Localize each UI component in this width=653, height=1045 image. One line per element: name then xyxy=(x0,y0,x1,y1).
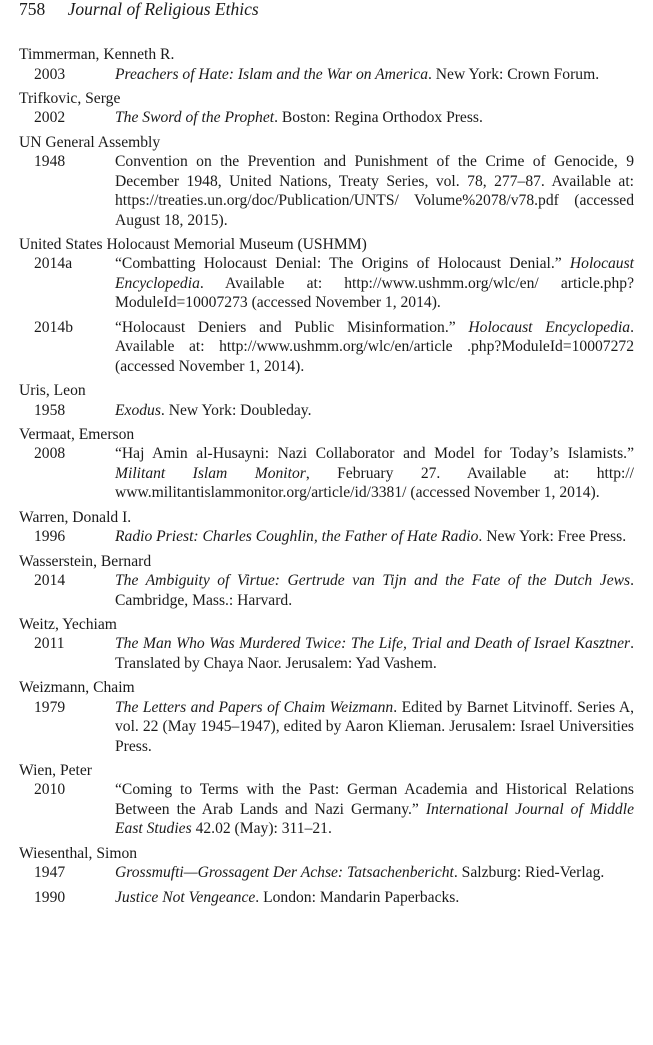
reference-text-segment: . Translated by Chaya Naor. Jerusalem: Yad Vashem. xyxy=(115,635,634,672)
reference-title-italic: Grossmufti—Grossagent Der Achse: Tatsachenbericht xyxy=(115,864,454,882)
reference-text-segment: . New York: Crown Forum. xyxy=(428,65,600,83)
reference-entry xyxy=(19,888,634,908)
reference-entry xyxy=(19,527,634,547)
reference-year: 2010 xyxy=(34,781,66,799)
reference-year: 1990 xyxy=(34,888,66,906)
reference-list xyxy=(19,45,634,907)
reference-author: Weitz, Yechiam xyxy=(19,615,117,633)
reference-author: Vermaat, Emerson xyxy=(19,425,135,443)
reference-author: Wiesenthal, Simon xyxy=(19,844,138,862)
reference-year: 2008 xyxy=(34,445,66,463)
reference-entry xyxy=(19,571,634,610)
reference-text xyxy=(115,698,634,757)
reference-entry xyxy=(19,698,634,757)
reference-entry xyxy=(19,65,634,85)
reference-text xyxy=(115,863,634,883)
reference-entry xyxy=(19,634,634,673)
reference-text-segment: , February 27. Available at: http:// www.militantislammonitor.org/article/id/3381/ (accessed November 1, 2014). xyxy=(115,464,634,502)
reference-title-italic: The Ambiguity of Virtue: Gertrude van Tijn and the Fate of the Dutch Jews xyxy=(115,572,631,590)
reference-text-segment: . Salzburg: Ried-Verlag. xyxy=(453,864,605,882)
reference-text xyxy=(115,888,634,908)
reference-year: 2014a xyxy=(34,255,73,273)
reference-text xyxy=(115,401,634,421)
reference-year: 1958 xyxy=(34,401,66,419)
reference-text xyxy=(115,65,634,85)
reference-entry xyxy=(19,254,634,313)
reference-text-segment: . Cambridge, Mass.: Harvard. xyxy=(115,572,634,609)
reference-entry xyxy=(19,108,634,128)
reference-text-segment: “Holocaust Deniers and Public Misinformation.” xyxy=(115,318,469,336)
reference-text-segment: Convention on the Prevention and Punishment of the Crime of Genocide, 9 December 1948, United Nations, Treaty Series, vol. 78, 277–87. Available at: https://treaties.un.org/doc/Publication/UNTS/ Volume%2078/v78.pdf (accessed August 18, 2015). xyxy=(115,153,634,229)
reference-author: Uris, Leon xyxy=(19,382,86,400)
reference-text xyxy=(115,527,634,547)
reference-text-segment: . Edited by Barnet Litvinoff. Series A, vol. 22 (May 1945–1947), edited by Aaron Klieman. Jerusalem: Israel Universities Press. xyxy=(115,698,634,755)
reference-entry xyxy=(19,318,634,377)
reference-author: Warren, Donald I. xyxy=(19,508,132,526)
running-header xyxy=(19,0,259,20)
reference-entry xyxy=(19,152,634,230)
reference-entry xyxy=(19,401,634,421)
reference-text xyxy=(115,152,634,230)
reference-text xyxy=(115,634,634,673)
reference-title-italic: Justice Not Vengeance xyxy=(115,888,256,906)
reference-entry xyxy=(19,780,634,839)
reference-title-italic: The Sword of the Prophet xyxy=(115,109,275,127)
reference-title-italic: Holocaust Encyclopedia xyxy=(468,318,631,336)
reference-text-segment: . New York: Free Press. xyxy=(478,528,627,546)
reference-year: 1979 xyxy=(34,698,66,716)
reference-text xyxy=(115,108,634,128)
reference-year: 2014 xyxy=(34,572,66,590)
reference-title-italic: Holocaust Encyclopedia xyxy=(115,255,634,292)
reference-title-italic: Militant Islam Monitor xyxy=(115,464,306,482)
reference-text-segment: “Haj Amin al-Husayni: Nazi Collaborator and Model for Today’s Islamists.” xyxy=(115,445,634,463)
reference-title-italic: Preachers of Hate: Islam and the War on America xyxy=(115,65,428,83)
reference-title-italic: The Man Who Was Murdered Twice: The Life, Trial and Death of Israel Kasztner xyxy=(115,635,631,653)
reference-text xyxy=(115,318,634,377)
reference-text-segment: . London: Mandarin Paperbacks. xyxy=(255,888,460,906)
reference-year: 1996 xyxy=(34,528,66,546)
reference-text-segment: . Boston: Regina Orthodox Press. xyxy=(274,109,483,127)
reference-year: 1948 xyxy=(34,153,66,171)
reference-entry xyxy=(19,863,634,883)
reference-text-segment: “Coming to Terms with the Past: German Academia and Historical Relations Between the Arab Lands and Nazi Germany.” xyxy=(115,781,634,818)
reference-year: 2003 xyxy=(34,65,66,83)
reference-author: Weizmann, Chaim xyxy=(19,679,135,697)
reference-author: Wasserstein, Bernard xyxy=(19,552,152,570)
reference-text-segment: . New York: Doubleday. xyxy=(160,401,312,419)
reference-title-italic: Exodus xyxy=(115,401,161,419)
reference-author: Wien, Peter xyxy=(19,761,92,779)
journal-title: Journal of Religious Ethics xyxy=(67,0,259,19)
reference-text xyxy=(115,254,634,313)
reference-author: United States Holocaust Memorial Museum (USHMM) xyxy=(19,235,367,253)
reference-year: 1947 xyxy=(34,864,66,882)
reference-title-italic: Radio Priest: Charles Coughlin, the Father of Hate Radio xyxy=(115,528,479,546)
reference-text-segment: . Available at: http://www.ushmm.org/wlc/en/ article.php?ModuleId=10007273 (accessed November 1, 2014). xyxy=(115,274,634,312)
reference-text xyxy=(115,571,634,610)
reference-text-segment: . Available at: http://www.ushmm.org/wlc/en/article .php?ModuleId=10007272 (accessed November 1, 2014). xyxy=(115,318,634,375)
reference-text-segment: 42.02 (May): 311–21. xyxy=(191,820,332,838)
reference-title-italic: International Journal of Middle East Studies xyxy=(115,800,634,838)
reference-title-italic: The Letters and Papers of Chaim Weizmann xyxy=(115,698,394,716)
reference-author: Trifkovic, Serge xyxy=(19,89,121,107)
reference-entry xyxy=(19,444,634,503)
reference-text xyxy=(115,780,634,839)
reference-text xyxy=(115,444,634,503)
reference-author: Timmerman, Kenneth R. xyxy=(19,46,175,63)
reference-year: 2014b xyxy=(34,318,73,336)
reference-author: UN General Assembly xyxy=(19,133,161,151)
reference-year: 2002 xyxy=(34,109,66,127)
reference-text-segment: “Combatting Holocaust Denial: The Origins of Holocaust Denial.” xyxy=(115,255,570,273)
page-number: 758 xyxy=(19,0,46,19)
reference-year: 2011 xyxy=(34,635,65,653)
